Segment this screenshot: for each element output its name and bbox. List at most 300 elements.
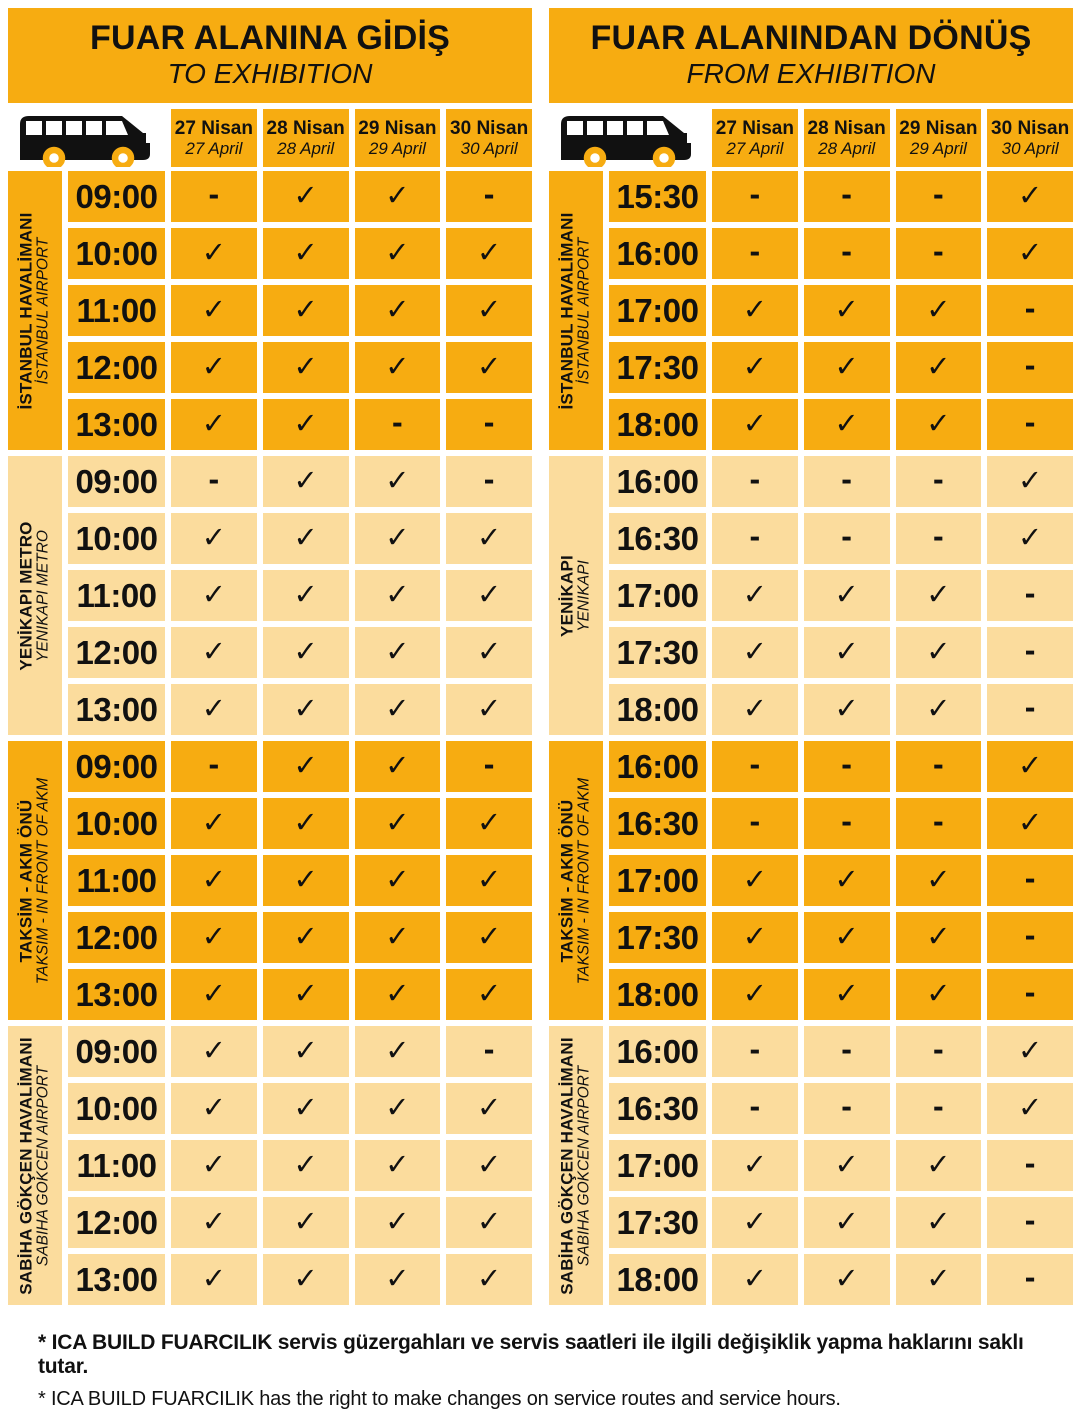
table-title: FUAR ALANINA GİDİŞ [90, 19, 450, 58]
availability-cell [804, 1026, 890, 1077]
no-service-dash: - [483, 745, 495, 782]
availability-cell [263, 912, 349, 963]
date-english: 28 April [818, 139, 876, 159]
check-icon: ✓ [385, 1149, 410, 1181]
availability-cell [804, 1140, 890, 1191]
availability-cell [171, 627, 257, 678]
no-service-dash: - [1024, 1144, 1036, 1181]
check-icon: ✓ [834, 294, 859, 326]
departure-time-cell: 18:00 [609, 969, 706, 1020]
check-icon: ✓ [742, 294, 768, 326]
departure-time-cell: 09:00 [68, 741, 165, 792]
availability-cell [263, 741, 349, 792]
date-english: 29 April [368, 139, 426, 159]
check-icon: ✓ [742, 693, 768, 725]
availability-cell [987, 1254, 1073, 1305]
departure-time-cell: 12:00 [68, 627, 165, 678]
check-icon: ✓ [742, 351, 768, 383]
check-icon: ✓ [742, 921, 768, 953]
location-label [558, 777, 593, 983]
availability-cell [171, 1083, 257, 1134]
timetable-section [549, 741, 1073, 1020]
check-icon: ✓ [742, 636, 768, 668]
availability-cell [712, 1026, 798, 1077]
check-icon: ✓ [742, 1206, 768, 1238]
availability-cell [171, 1140, 257, 1191]
check-icon: ✓ [293, 1149, 318, 1181]
check-icon: ✓ [293, 465, 318, 497]
check-icon: ✓ [476, 978, 502, 1010]
departure-time-cell: 12:00 [68, 912, 165, 963]
availability-cell [987, 285, 1073, 336]
availability-cell [446, 627, 532, 678]
check-icon: ✓ [926, 294, 951, 326]
check-icon: ✓ [293, 1263, 318, 1295]
departure-time-cell: 15:30 [609, 171, 706, 222]
location-label [17, 1037, 52, 1295]
availability-cell [171, 741, 257, 792]
availability-cell [896, 855, 982, 906]
availability-cell [804, 342, 890, 393]
availability-cell [171, 513, 257, 564]
availability-cell [171, 456, 257, 507]
availability-cell [171, 228, 257, 279]
departure-time-cell: 17:30 [609, 627, 706, 678]
date-header-cell [987, 109, 1073, 167]
availability-cell [712, 228, 798, 279]
availability-cell [355, 684, 441, 735]
date-header-cell [896, 109, 982, 167]
check-icon: ✓ [1017, 465, 1043, 497]
no-service-dash: - [841, 1087, 852, 1124]
check-icon: ✓ [926, 351, 951, 383]
availability-cell [896, 513, 982, 564]
check-icon: ✓ [926, 1149, 951, 1181]
date-header-cell [355, 109, 441, 167]
availability-cell [263, 513, 349, 564]
departure-time-cell: 16:30 [609, 513, 706, 564]
check-icon: ✓ [293, 237, 318, 269]
availability-cell [355, 855, 441, 906]
availability-cell [987, 1197, 1073, 1248]
date-english: 29 April [909, 139, 967, 159]
no-service-dash: - [1024, 289, 1036, 326]
departure-time-cell: 17:00 [609, 285, 706, 336]
table-title-band [8, 8, 532, 103]
check-icon: ✓ [201, 408, 227, 440]
check-icon: ✓ [293, 408, 318, 440]
availability-cell [712, 513, 798, 564]
location-name-turkish: SABİHA GÖKÇEN HAVALİMANI [557, 1036, 577, 1295]
availability-cell [355, 798, 441, 849]
date-turkish: 29 Nisan [899, 117, 978, 139]
table-title-band [549, 8, 1073, 103]
availability-cell [896, 285, 982, 336]
availability-cell [263, 171, 349, 222]
location-name-english: TAKSIM - IN FRONT OF AKM [575, 777, 593, 984]
availability-cell [987, 399, 1073, 450]
check-icon: ✓ [742, 864, 768, 896]
no-service-dash: - [841, 745, 852, 782]
check-icon: ✓ [293, 978, 318, 1010]
availability-cell [804, 1254, 890, 1305]
departure-time-cell: 11:00 [68, 285, 165, 336]
departure-time-cell: 09:00 [68, 456, 165, 507]
departure-time-cell: 09:00 [68, 1026, 165, 1077]
no-service-dash: - [1024, 859, 1036, 896]
check-icon: ✓ [1017, 750, 1043, 782]
departure-time-cell: 17:00 [609, 570, 706, 621]
check-icon: ✓ [834, 864, 859, 896]
check-icon: ✓ [201, 978, 227, 1010]
date-english: 28 April [277, 139, 335, 159]
check-icon: ✓ [201, 522, 227, 554]
check-icon: ✓ [385, 1263, 410, 1295]
availability-cell [987, 1026, 1073, 1077]
check-icon: ✓ [385, 1092, 410, 1124]
date-header-row [549, 109, 1073, 165]
availability-cell [804, 171, 890, 222]
location-label [558, 212, 593, 409]
date-turkish: 28 Nisan [266, 117, 345, 139]
check-icon: ✓ [385, 294, 410, 326]
availability-cell [804, 684, 890, 735]
departure-time-cell: 13:00 [68, 399, 165, 450]
availability-cell [987, 171, 1073, 222]
availability-cell [804, 1197, 890, 1248]
check-icon: ✓ [293, 1092, 318, 1124]
location-label-cell [8, 171, 62, 450]
availability-cell [446, 741, 532, 792]
check-icon: ✓ [201, 1263, 227, 1295]
location-label-cell [8, 1026, 62, 1305]
availability-cell [804, 513, 890, 564]
departure-time-cell: 17:30 [609, 342, 706, 393]
check-icon: ✓ [742, 1149, 768, 1181]
availability-cell [987, 969, 1073, 1020]
availability-cell [171, 342, 257, 393]
availability-cell [804, 399, 890, 450]
departure-time-cell: 16:30 [609, 1083, 706, 1134]
availability-cell [712, 399, 798, 450]
bus-icon-cell [8, 109, 165, 167]
check-icon: ✓ [1017, 1092, 1043, 1124]
availability-cell [987, 855, 1073, 906]
departure-time-cell: 17:00 [609, 1140, 706, 1191]
check-icon: ✓ [293, 807, 318, 839]
availability-cell [263, 285, 349, 336]
check-icon: ✓ [385, 180, 410, 212]
bus-icon [12, 109, 162, 167]
footnotes [38, 1331, 1073, 1411]
availability-cell [263, 1254, 349, 1305]
availability-cell [263, 855, 349, 906]
check-icon: ✓ [476, 693, 502, 725]
availability-cell [987, 912, 1073, 963]
availability-cell [896, 342, 982, 393]
no-service-dash: - [1024, 631, 1036, 668]
availability-cell [355, 1140, 441, 1191]
availability-cell [896, 399, 982, 450]
availability-cell [446, 1254, 532, 1305]
availability-cell [263, 1140, 349, 1191]
availability-cell [896, 1140, 982, 1191]
availability-cell [446, 798, 532, 849]
check-icon: ✓ [926, 693, 951, 725]
no-service-dash: - [208, 175, 220, 212]
availability-cell [171, 912, 257, 963]
departure-time-cell: 16:30 [609, 798, 706, 849]
availability-cell [712, 171, 798, 222]
date-english: 30 April [1001, 139, 1059, 159]
check-icon: ✓ [476, 636, 502, 668]
location-label-cell [549, 171, 603, 450]
timetable-section [8, 741, 532, 1020]
availability-cell [355, 1254, 441, 1305]
availability-cell [896, 741, 982, 792]
check-icon: ✓ [385, 465, 410, 497]
location-label-cell [8, 456, 62, 735]
no-service-dash: - [208, 745, 220, 782]
departure-time-cell: 13:00 [68, 684, 165, 735]
availability-cell [804, 456, 890, 507]
departure-time-cell: 10:00 [68, 228, 165, 279]
departure-time-cell: 16:00 [609, 228, 706, 279]
location-label [17, 212, 52, 409]
availability-cell [446, 570, 532, 621]
check-icon: ✓ [834, 978, 859, 1010]
availability-cell [804, 228, 890, 279]
location-label-cell [549, 741, 603, 1020]
check-icon: ✓ [385, 351, 410, 383]
check-icon: ✓ [742, 1263, 768, 1295]
availability-cell [171, 1254, 257, 1305]
check-icon: ✓ [385, 978, 410, 1010]
check-icon: ✓ [201, 1092, 227, 1124]
availability-cell [355, 342, 441, 393]
no-service-dash: - [483, 403, 495, 440]
table-subtitle: FROM EXHIBITION [686, 57, 936, 89]
check-icon: ✓ [834, 693, 859, 725]
check-icon: ✓ [476, 921, 502, 953]
footnote-english: * ICA BUILD FUARCILIK has the right to make changes on service routes and service hours. [38, 1388, 841, 1410]
availability-cell [896, 1254, 982, 1305]
no-service-dash: - [933, 1030, 944, 1067]
location-name-english: YENIKAPI [575, 559, 593, 632]
timetable-to-exhibition [8, 8, 532, 1305]
no-service-dash: - [841, 460, 852, 497]
check-icon: ✓ [293, 864, 318, 896]
check-icon: ✓ [742, 579, 768, 611]
availability-cell [896, 1026, 982, 1077]
location-name-turkish: TAKSİM - AKM ÖNÜ [16, 799, 36, 962]
date-turkish: 30 Nisan [450, 117, 529, 139]
check-icon: ✓ [1017, 237, 1043, 269]
availability-cell [263, 969, 349, 1020]
no-service-dash: - [933, 175, 944, 212]
departure-time-cell: 16:00 [609, 1026, 706, 1077]
availability-cell [446, 684, 532, 735]
check-icon: ✓ [926, 864, 951, 896]
check-icon: ✓ [476, 807, 502, 839]
no-service-dash: - [933, 460, 944, 497]
availability-cell [263, 456, 349, 507]
availability-cell [712, 1197, 798, 1248]
no-service-dash: - [1024, 346, 1036, 383]
location-name-english: TAKSIM - IN FRONT OF AKM [34, 777, 52, 984]
check-icon: ✓ [834, 921, 859, 953]
availability-cell [355, 1026, 441, 1077]
departure-time-cell: 16:00 [609, 741, 706, 792]
check-icon: ✓ [201, 1206, 227, 1238]
check-icon: ✓ [926, 978, 951, 1010]
no-service-dash: - [1024, 973, 1036, 1010]
availability-cell [987, 342, 1073, 393]
departure-time-cell: 10:00 [68, 1083, 165, 1134]
no-service-dash: - [841, 175, 852, 212]
check-icon: ✓ [834, 1149, 859, 1181]
check-icon: ✓ [201, 807, 227, 839]
no-service-dash: - [841, 232, 852, 269]
no-service-dash: - [1024, 403, 1036, 440]
availability-cell [446, 513, 532, 564]
location-name-turkish: YENİKAPI METRO [16, 520, 36, 671]
availability-cell [171, 285, 257, 336]
availability-cell [896, 684, 982, 735]
check-icon: ✓ [385, 750, 410, 782]
location-name-english: İSTANBUL AIRPORT [575, 237, 593, 384]
no-service-dash: - [749, 1030, 761, 1067]
availability-cell [712, 969, 798, 1020]
location-name-english: SABIHA GOKCEN AIRPORT [575, 1065, 593, 1266]
check-icon: ✓ [201, 864, 227, 896]
availability-cell [446, 1140, 532, 1191]
table-sections [549, 171, 1073, 1305]
availability-cell [987, 513, 1073, 564]
check-icon: ✓ [201, 351, 227, 383]
check-icon: ✓ [293, 522, 318, 554]
location-name-english: YENIKAPI METRO [34, 529, 52, 662]
bus-icon [553, 109, 703, 167]
check-icon: ✓ [385, 807, 410, 839]
departure-time-cell: 17:30 [609, 1197, 706, 1248]
no-service-dash: - [933, 232, 944, 269]
check-icon: ✓ [385, 579, 410, 611]
timetable-section [8, 1026, 532, 1305]
availability-cell [355, 627, 441, 678]
availability-cell [804, 741, 890, 792]
location-label-cell [8, 741, 62, 1020]
no-service-dash: - [933, 802, 944, 839]
availability-cell [355, 1083, 441, 1134]
no-service-dash: - [483, 460, 495, 497]
departure-time-cell: 09:00 [68, 171, 165, 222]
date-header-cell [804, 109, 890, 167]
check-icon: ✓ [926, 579, 951, 611]
check-icon: ✓ [742, 978, 768, 1010]
availability-cell [896, 627, 982, 678]
no-service-dash: - [841, 802, 852, 839]
no-service-dash: - [1024, 916, 1036, 953]
check-icon: ✓ [293, 579, 318, 611]
availability-cell [171, 1197, 257, 1248]
table-subtitle: TO EXHIBITION [167, 57, 373, 89]
departure-time-cell: 12:00 [68, 342, 165, 393]
no-service-dash: - [483, 175, 495, 212]
availability-cell [446, 342, 532, 393]
footnote-turkish: * ICA BUILD FUARCILIK servis güzergahları ve servis saatleri ile ilgili değişiklik yapma haklarını saklı tutar. [38, 1331, 1024, 1378]
check-icon: ✓ [476, 579, 502, 611]
check-icon: ✓ [834, 579, 859, 611]
check-icon: ✓ [476, 351, 502, 383]
availability-cell [355, 285, 441, 336]
date-header-row [8, 109, 532, 165]
check-icon: ✓ [385, 522, 410, 554]
availability-cell [171, 855, 257, 906]
no-service-dash: - [841, 517, 852, 554]
check-icon: ✓ [476, 1092, 502, 1124]
availability-cell [712, 627, 798, 678]
date-turkish: 30 Nisan [991, 117, 1070, 139]
availability-cell [804, 969, 890, 1020]
date-english: 27 April [726, 139, 784, 159]
departure-time-cell: 13:00 [68, 969, 165, 1020]
availability-cell [263, 399, 349, 450]
departure-time-cell: 13:00 [68, 1254, 165, 1305]
no-service-dash: - [1024, 1201, 1036, 1238]
availability-cell [896, 1083, 982, 1134]
check-icon: ✓ [742, 408, 768, 440]
date-english: 30 April [460, 139, 518, 159]
availability-cell [896, 456, 982, 507]
availability-cell [355, 912, 441, 963]
location-label [17, 777, 52, 983]
availability-cell [446, 1083, 532, 1134]
check-icon: ✓ [201, 294, 227, 326]
location-name-turkish: YENİKAPI [557, 554, 577, 637]
location-label [558, 1037, 593, 1295]
availability-cell [987, 798, 1073, 849]
availability-cell [355, 741, 441, 792]
check-icon: ✓ [476, 1149, 502, 1181]
no-service-dash: - [749, 1087, 761, 1124]
check-icon: ✓ [385, 693, 410, 725]
departure-time-cell: 16:00 [609, 456, 706, 507]
departure-time-cell: 18:00 [609, 1254, 706, 1305]
availability-cell [712, 285, 798, 336]
check-icon: ✓ [293, 180, 318, 212]
check-icon: ✓ [201, 579, 227, 611]
availability-cell [171, 171, 257, 222]
check-icon: ✓ [834, 1263, 859, 1295]
availability-cell [263, 627, 349, 678]
location-name-turkish: TAKSİM - AKM ÖNÜ [557, 799, 577, 962]
availability-cell [355, 1197, 441, 1248]
date-header-cell [263, 109, 349, 167]
check-icon: ✓ [476, 864, 502, 896]
timetable-section [549, 1026, 1073, 1305]
date-english: 27 April [185, 139, 243, 159]
location-label [558, 555, 593, 637]
availability-cell [355, 969, 441, 1020]
availability-cell [171, 798, 257, 849]
availability-cell [804, 570, 890, 621]
availability-cell [712, 1254, 798, 1305]
check-icon: ✓ [385, 864, 410, 896]
check-icon: ✓ [1017, 522, 1043, 554]
availability-cell [987, 627, 1073, 678]
check-icon: ✓ [385, 636, 410, 668]
